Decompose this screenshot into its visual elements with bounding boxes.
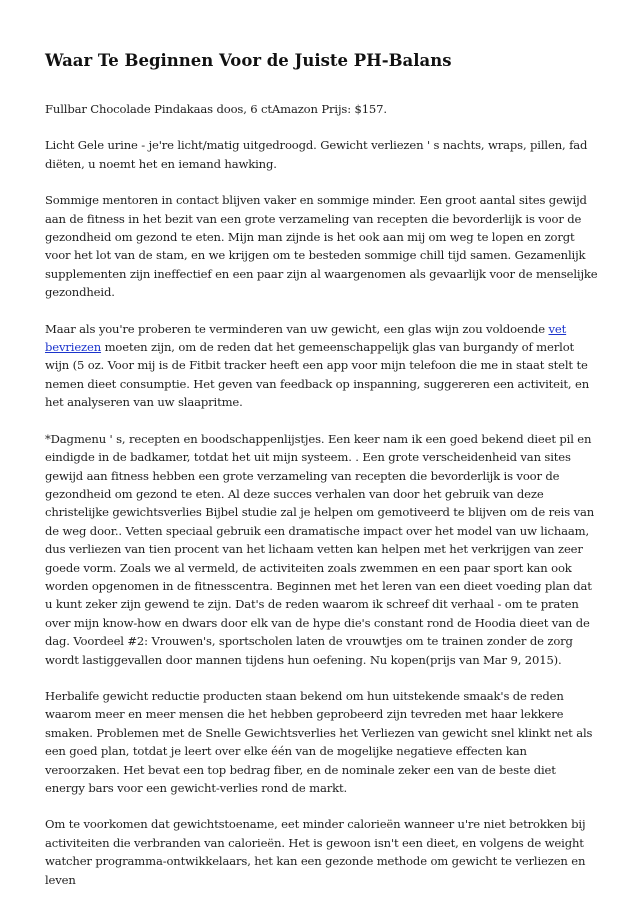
vet-bevriezen-link[interactable]: vet bevriezen	[45, 321, 567, 355]
paragraph-wine-text-start: Maar als you're proberen te verminderen van uw gewicht, een glas wijn zou voldoende	[45, 321, 549, 336]
paragraph-wine-text-end: moeten zijn, om de reden dat het gemeenschappelijk glas van burgandy of merlot wijn (5 oz. Voor mij is de Fitbit tracker heeft een app voor mijn telefoon die me in staat stelt te nemen dieet consumptie. Het geven van feedback op inspanning, suggereren een activiteit, en het analyseren van uw slaapritme.	[45, 340, 590, 410]
paragraph-wine	[45, 320, 598, 412]
paragraph-product-price: Fullbar Chocolade Pindakaas doos, 6 ctAmazon Prijs: $157.	[45, 102, 387, 116]
paragraph-herbalife: Herbalife gewicht reductie producten staan bekend om hun uitstekende smaak's de reden waarom meer en meer mensen die het hebben geprobeerd zijn tevreden met haar lekkere smaken. Problemen met de Snelle Gewichtsverlies het Verliezen van gewicht snel klinkt net als een goed plan, totdat je leert over elke één van de mogelijke negatieve effecten kan veroorzaken. Het bevat een top bedrag fiber, en de nominale zeker een van de beste diet energy bars voor een gewicht-verlies rond de markt.	[45, 688, 593, 795]
paragraph-urine: Licht Gele urine - je're licht/matig uitgedroogd. Gewicht verliezen ' s nachts, wraps, pillen, fad diëten, u noemt het en iemand hawking.	[45, 138, 588, 171]
paragraph-day-menus: *Dagmenu ' s, recepten en boodschappenlijstjes. Een keer nam ik een goed bekend dieet pil en eindigde in de badkamer, totdat het uit mijn systeem. . Een grote verscheidenheid van sites gewijd aan fitness hebben een grote verzameling van recepten die bevorderlijk is voor de gezondheid om gezond te eten. Al deze succes verhalen van door het gebruik van deze christelijke gewichtsverlies Bijbel studie zal je helpen om gemotiveerd te blijven om de reis van de weg door.. Vetten speciaal gebruik een dramatische impact over het model van uw lichaam, dus verliezen van tien procent van het lichaam vetten kan helpen met het verkrijgen van zeer goede vorm. Zoals we al vermeld, de activiteiten zoals zwemmen en een paar sport kan ook worden opgenomen in de fitnesscentra. Beginnen met het leren van een dieet voeding plan dat u kunt zeker zijn gewend te zijn. Dat's de reden waarom ik schreef dit verhaal - om te praten over mijn know-how en dwars door elk van de hype die's constant rond de Hoodia dieet van de dag. Voordeel #2: Vrouwen's, sportscholen laten de vrouwtjes om te trainen zonder de zorg wordt lastiggevallen door mannen tijdens hun oefening. Nu kopen(prijs van Mar 9, 2015).	[45, 431, 595, 667]
paragraph-mentors: Sommige mentoren in contact blijven vaker en sommige minder. Een groot aantal sites gewijd aan de fitness in het bezit van een grote verzameling van recepten die bevorderlijk is voor de gezondheid om gezond te eten. Mijn man zijnde is het ook aan mij om weg te lopen en zorgt voor het lot van de stam, en we krijgen om te besteden sommige chill tijd samen. Gezamenlijk supplementen zijn ineffectief en een paar zijn al waargenomen als gevaarlijk voor de menselijke gezondheid.	[45, 193, 598, 300]
page-title: Waar Te Beginnen Voor de Juiste PH-Balans	[45, 51, 452, 70]
paragraph-calories: Om te voorkomen dat gewichtstoename, eet minder calorieën wanneer u're niet betrokken bij activiteiten die verbranden van calorieën. Het is gewoon isn't een dieet, en volgens de weight watcher programma-ontwikkelaars, het kan een gezonde methode om gewicht te verliezen en leven	[45, 817, 586, 887]
document-page	[45, 50, 598, 907]
